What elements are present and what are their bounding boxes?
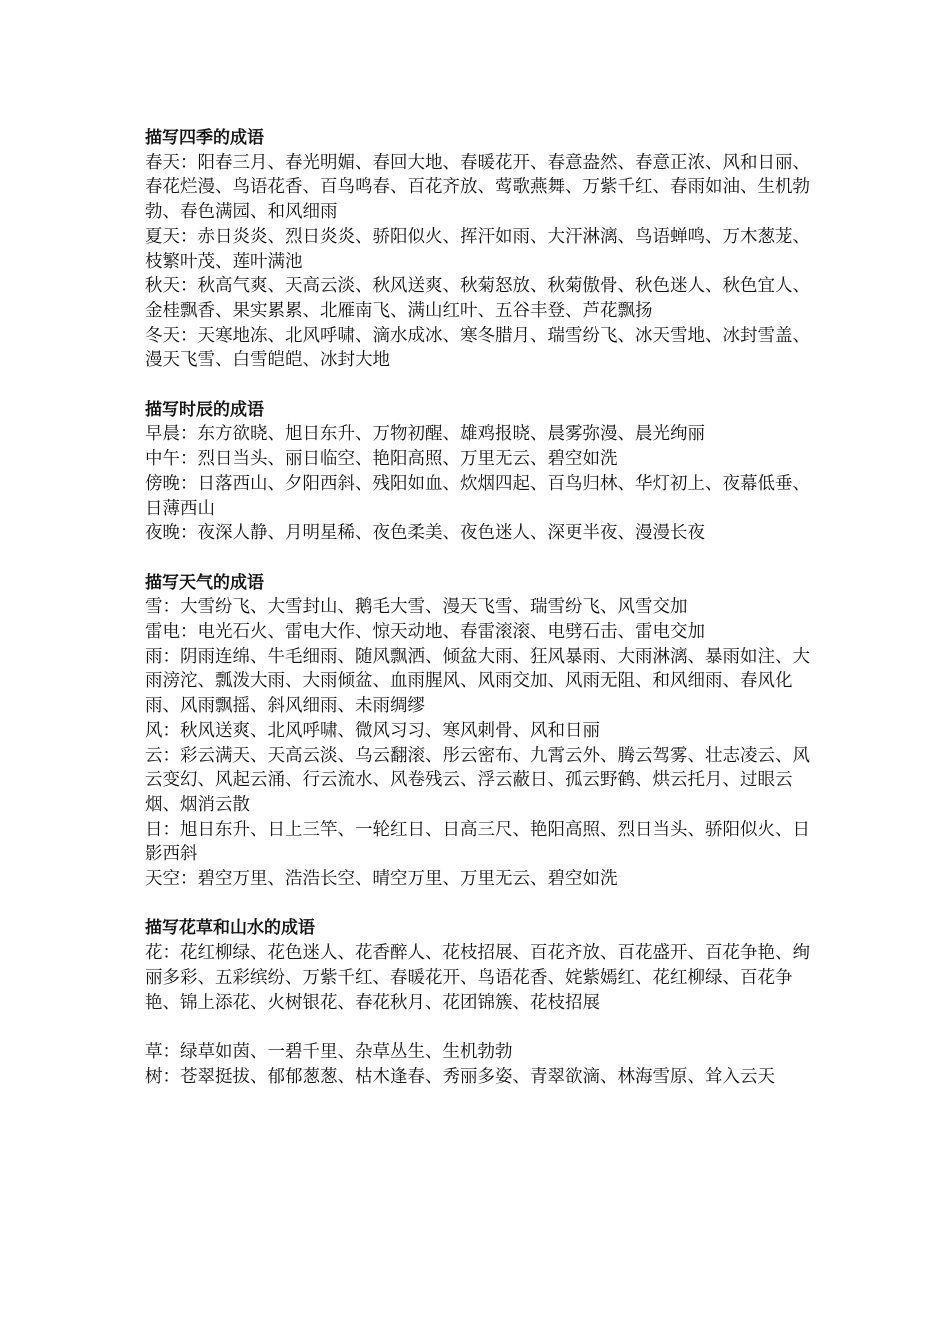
paragraph-sun: 日：旭日东升、日上三竿、一轮红日、日高三尺、艳阳高照、烈日当头、骄阳似火、日影西斜 <box>145 819 810 865</box>
paragraph-rain: 雨：阴雨连绵、牛毛细雨、随风飘洒、倾盆大雨、狂风暴雨、大雨淋漓、暴雨如注、大雨滂沱、瓢泼大雨、大雨倾盆、血雨腥风、风雨交加、风雨无阻、和风细雨、春风化雨、风雨飘摇、斜风细雨、未雨绸缪 <box>145 646 810 717</box>
paragraph-sky: 天空：碧空万里、浩浩长空、晴空万里、万里无云、碧空如洗 <box>145 869 618 890</box>
paragraph-morning: 早晨：东方欲晓、旭日东升、万物初醒、雄鸡报晓、晨雾弥漫、晨光绚丽 <box>145 424 705 445</box>
paragraph-snow: 雪：大雪纷飞、大雪封山、鹅毛大雪、漫天飞雪、瑞雪纷飞、风雪交加 <box>145 597 688 618</box>
paragraph-winter: 冬天：天寒地冻、北风呼啸、滴水成冰、寒冬腊月、瑞雪纷飞、冰天雪地、冰封雪盖、漫天飞雪、白雪皑皑、冰封大地 <box>145 325 810 371</box>
paragraph-cloud: 云：彩云满天、天高云淡、乌云翻滚、彤云密布、九霄云外、腾云驾雾、壮志凌云、风云变幻、风起云涌、行云流水、风卷残云、浮云蔽日、孤云野鹤、烘云托月、过眼云烟、烟消云散 <box>145 745 810 815</box>
section-title: 描写花草和山水的成语 <box>145 918 315 939</box>
section-title: 描写天气的成语 <box>145 572 264 593</box>
blank-line <box>145 1015 825 1040</box>
section-seasons <box>145 126 825 373</box>
paragraph-summer: 夏天：赤日炎炎、烈日炎炎、骄阳似火、挥汗如雨、大汗淋漓、鸟语蝉鸣、万木葱茏、枝繁叶茂、莲叶满池 <box>145 226 810 272</box>
section-title: 描写四季的成语 <box>145 128 264 148</box>
paragraph-wind: 风：秋风送爽、北风呼啸、微风习习、寒风刺骨、风和日丽 <box>145 720 600 741</box>
paragraph-spring: 春天：阳春三月、春光明媚、春回大地、春暖花开、春意盎然、春意正浓、风和日丽、春花烂漫、鸟语花香、百鸟鸣春、百花齐放、莺歌燕舞、万紫千红、春雨如油、生机勃勃、春色满园、和风细雨 <box>145 152 810 223</box>
paragraph-night: 夜晚：夜深人静、月明星稀、夜色柔美、夜色迷人、深更半夜、漫漫长夜 <box>145 523 705 544</box>
section-times-of-day <box>145 398 825 546</box>
paragraph-flower: 花：花红柳绿、花色迷人、花香醉人、花枝招展、百花齐放、百花盛开、百花争艳、绚丽多彩、五彩缤纷、万紫千红、春暖花开、鸟语花香、姹紫嫣红、花红柳绿、百花争艳、锦上添花、火树银花、春花秋月、花团锦簇、花枝招展 <box>145 943 810 1013</box>
paragraph-dusk: 傍晚：日落西山、夕阳西斜、残阳如血、炊烟四起、百鸟归林、华灯初上、夜幕低垂、日薄西山 <box>145 473 810 519</box>
paragraph-thunder: 雷电：电光石火、雷电大作、惊天动地、春雷滚滚、电劈石击、雷电交加 <box>145 622 705 643</box>
paragraph-tree: 树：苍翠挺拔、郁郁葱葱、枯木逢春、秀丽多姿、青翠欲滴、林海雪原、耸入云天 <box>145 1066 775 1087</box>
paragraph-autumn: 秋天：秋高气爽、天高云淡、秋风送爽、秋菊怒放、秋菊傲骨、秋色迷人、秋色宜人、金桂飘香、果实累累、北雁南飞、满山红叶、五谷丰登、芦花飘扬 <box>145 276 810 321</box>
section-flowers-landscape <box>145 916 825 1089</box>
paragraph-grass: 草：绿草如茵、一碧千里、杂草丛生、生机勃勃 <box>145 1041 513 1062</box>
section-title: 描写时辰的成语 <box>145 399 264 420</box>
section-weather <box>145 571 825 892</box>
document-page <box>145 126 825 1114</box>
paragraph-noon: 中午：烈日当头、丽日临空、艳阳高照、万里无云、碧空如洗 <box>145 449 618 470</box>
